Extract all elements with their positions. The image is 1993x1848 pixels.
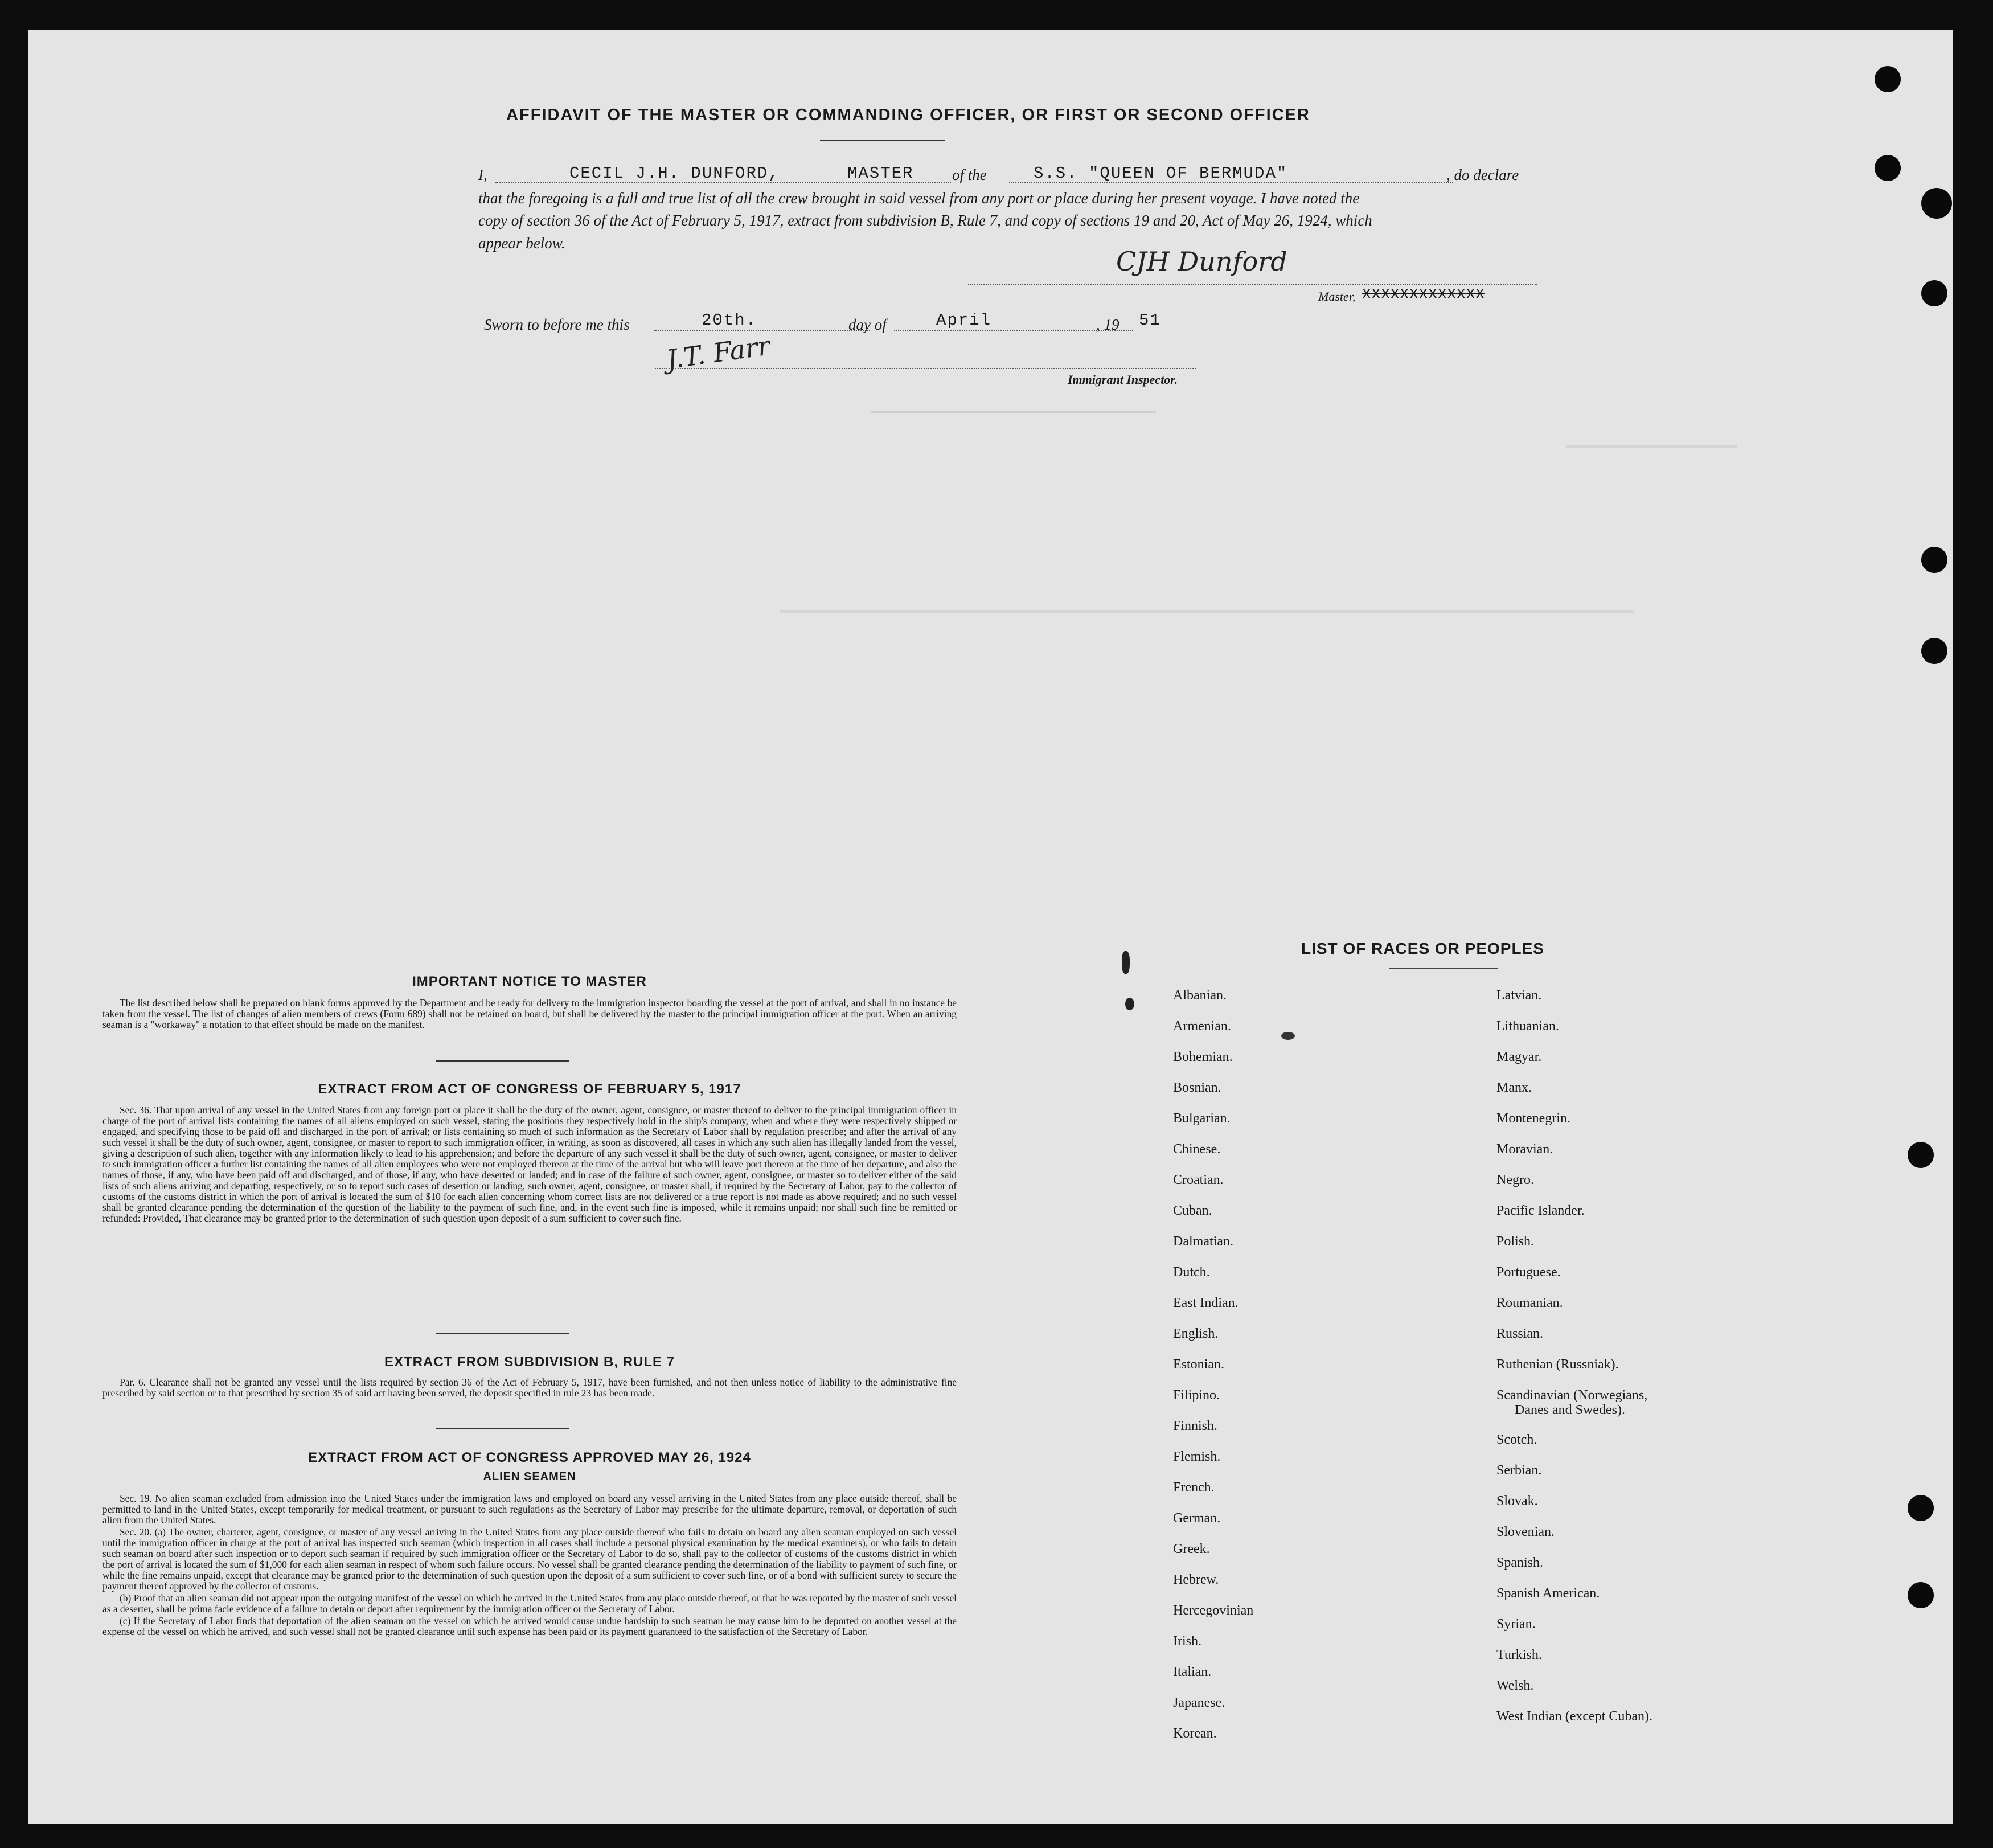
punch-hole [1908, 1495, 1934, 1521]
sworn-month: April [936, 311, 992, 330]
race-item: Syrian. [1496, 1617, 1536, 1632]
race-item: Montenegrin. [1496, 1111, 1570, 1126]
race-item: Lithuanian. [1496, 1019, 1559, 1034]
declaration-line-4: appear below. [478, 235, 565, 252]
race-item: Ruthenian (Russniak). [1496, 1357, 1619, 1372]
race-item-continuation: Danes and Swedes). [1515, 1403, 1625, 1417]
extract1-rule [436, 1333, 569, 1334]
declaration-line-2: that the foregoing is a full and true list of all the crew brought in said vessel from any port or place during her present voyage. I have noted the [478, 190, 1360, 207]
race-item: Scandinavian (Norwegians, [1496, 1388, 1648, 1403]
race-item: Hebrew. [1173, 1572, 1219, 1587]
race-item: Estonian. [1173, 1357, 1224, 1372]
punch-hole [1921, 280, 1947, 306]
extract1-block [102, 1105, 957, 1225]
race-item: Slovenian. [1496, 1525, 1555, 1539]
do-declare: , do declare [1446, 166, 1519, 183]
inspector-signature-line [655, 368, 1196, 369]
vessel-name: S.S. "QUEEN OF BERMUDA" [1034, 164, 1288, 183]
race-item: Greek. [1173, 1542, 1210, 1556]
punch-hole [1921, 188, 1952, 219]
race-item: Spanish American. [1496, 1586, 1600, 1601]
race-item: Korean. [1173, 1726, 1217, 1741]
race-item: Serbian. [1496, 1463, 1542, 1478]
punch-hole [1908, 1582, 1934, 1608]
punch-hole [1921, 547, 1947, 573]
extract3-block [102, 1493, 957, 1638]
sworn-prefix: Sworn to before me this [484, 316, 630, 333]
race-item: Japanese. [1173, 1695, 1225, 1710]
bleed-mark [1566, 445, 1737, 448]
race-item: French. [1173, 1480, 1215, 1495]
document-page [28, 30, 1953, 1824]
punch-hole [1921, 638, 1947, 664]
bleed-mark [871, 411, 1156, 413]
extract3-heading: EXTRACT FROM ACT OF CONGRESS APPROVED MAY 26, 1924 [308, 1450, 751, 1465]
extract3-p1: Sec. 19. No alien seaman excluded from admission into the United States under the immigration laws and employed on board any vessel arriving in the United States from any place outside thereof, shall be permitted to land in the United States, except temporarily for medical treatment, or pursuant to such regulations as the Secretary of Labor may prescribe for the ultimate departure, removal, or deportation of such alien from the United States. [102, 1493, 957, 1526]
race-item: West Indian (except Cuban). [1496, 1709, 1652, 1724]
race-item: Bosnian. [1173, 1080, 1221, 1095]
day-of-label: day of [848, 316, 887, 333]
declaration-i: I, [478, 166, 487, 183]
year-prefix: , 19 [1096, 316, 1119, 333]
ink-blot [1125, 998, 1134, 1010]
extract3-p2: Sec. 20. (a) The owner, charterer, agent, consignee, or master of any vessel arriving in the United States from any place outside thereof who fails to detain on board any alien seaman employed on such vessel until the immigration officer in charge at the port of arrival has inspected such seaman (which inspection in all cases shall include a personal physical examination by the medical examiners), or who fails to detain such seaman on board after such inspection or to deport such seaman if required by such immigration officer or the Secretary of Labor to do so, shall pay to the collector of customs of the customs district in which the port of arrival is located the sum of $1,000 for each alien seaman in respect of whom such failure occurs. No vessel shall be granted clearance pending the determination of the liability to payment of such fine, or while the fine remains unpaid, except that clearance may be granted prior to the determination of such question upon the deposit of a sum sufficient to cover such fine, or of a bond with sufficient surety to secure the payment thereof approved by the collector of customs. [102, 1526, 957, 1592]
master-signature-line [968, 284, 1537, 285]
master-label: Master, [1318, 289, 1356, 304]
race-item: Manx. [1496, 1080, 1532, 1095]
race-item: Hercegovinian [1173, 1603, 1254, 1618]
notice-text: The list described below shall be prepared on blank forms approved by the Department and be ready for delivery to the immigration inspector boarding the vessel at the port of arrival, and shall in no instance be taken from the vessel. The list of changes of alien members of crews (Form 689) shall not be retained on board, but shall be delivered by the master to the principal immigration officer at the port. When an arriving seaman is a "workaway" a notation to that effect should be made on the manifest. [102, 997, 957, 1030]
race-item: Scotch. [1496, 1432, 1537, 1447]
affidavit-title: AFFIDAVIT OF THE MASTER OR COMMANDING OFFICER, OR FIRST OR SECOND OFFICER [506, 106, 1310, 124]
race-item: Chinese. [1173, 1142, 1221, 1157]
race-item: Turkish. [1496, 1648, 1542, 1662]
of-the-label: of the [952, 166, 987, 183]
race-item: German. [1173, 1511, 1221, 1526]
race-item: Negro. [1496, 1173, 1534, 1187]
race-item: Magyar. [1496, 1050, 1542, 1064]
race-item: Bulgarian. [1173, 1111, 1231, 1126]
notice-text-block [102, 998, 957, 1031]
extract3-p4: (c) If the Secretary of Labor finds that deportation of the alien seaman on the vessel on which he arrived would cause undue hardship to such seaman he may cause him to be deported on another vessel at the expense of the vessel on which he arrived, and such vessel shall not be granted clearance until such expense has been paid or its payment guaranteed to the satisfaction of the Secretary of Labor. [102, 1615, 957, 1637]
race-item: Roumanian. [1496, 1296, 1563, 1310]
sworn-day: 20th. [702, 311, 757, 330]
notice-heading: IMPORTANT NOTICE TO MASTER [412, 974, 647, 989]
extract1-heading: EXTRACT FROM ACT OF CONGRESS OF FEBRUARY 5, 1917 [318, 1081, 741, 1097]
extract2-rule [436, 1428, 569, 1429]
race-item: Russian. [1496, 1326, 1544, 1341]
races-heading: LIST OF RACES OR PEOPLES [1301, 940, 1544, 957]
race-item: Dalmatian. [1173, 1234, 1233, 1249]
race-item: Bohemian. [1173, 1050, 1233, 1064]
punch-hole [1875, 155, 1901, 181]
punch-hole [1908, 1142, 1934, 1168]
master-rank: MASTER [847, 164, 914, 183]
race-item: Cuban. [1173, 1203, 1212, 1218]
race-item: Latvian. [1496, 988, 1542, 1003]
master-signature: CJH Dunford [1116, 246, 1287, 277]
extract3-p3: (b) Proof that an alien seaman did not appear upon the outgoing manifest of the vessel on which he arrived in the United States from any place outside thereof, or that he was reported by the master of such vessel as a deserter, shall be prima facie evidence of a failure to detain or deport after requirement by the immigration officer or the Secretary of Labor. [102, 1592, 957, 1615]
ink-blot [1281, 1032, 1295, 1040]
declaration-line-3: copy of section 36 of the Act of February 5, 1917, extract from subdivision B, Rule 7, and copy of sections 19 and 20, Act of May 26, 1924, which [478, 212, 1372, 229]
title-rule [820, 140, 945, 141]
race-item: East Indian. [1173, 1296, 1239, 1310]
extract2-heading: EXTRACT FROM SUBDIVISION B, RULE 7 [384, 1354, 675, 1370]
race-item: Welsh. [1496, 1678, 1534, 1693]
extract2-text: Par. 6. Clearance shall not be granted any vessel until the lists required by section 36 of the Act of February 5, 1917, have been furnished, and not then unless notice of liability to the administrative fine prescribed by said section or to that prescribed by section 35 of said act having been served, the deposit specified in rule 23 has been made. [102, 1376, 957, 1399]
race-item: Armenian. [1173, 1019, 1231, 1034]
race-item: Filipino. [1173, 1388, 1220, 1403]
race-item: Flemish. [1173, 1449, 1221, 1464]
extract1-text: Sec. 36. That upon arrival of any vessel in the United States from any foreign port or place it shall be the duty of the owner, agent, consignee, or master thereof to deliver to the principal immigration officer in charge of the port of arrival lists containing the names of all aliens employed on such vessel, stating the positions they respectively hold in the ship's company, when and where they were respectively shipped or engaged, and specifying those to be paid off and discharged in the port of arrival; or lists containing so much of such information as the Secretary of Labor shall by regulation prescribe; and after the arrival of any such vessel it shall be the duty of such owner, agent, consignee, or master to report to such immigration officer, in writing, as soon as discovered, all cases in which any such alien has illegally landed from the vessel, giving a description of such alien, together with any information likely to lead to his apprehension; and before the departure of any such vessel it shall be the duty of such owner, agent, consignee, or master to deliver to such immigration officer a further list containing the names of all alien employees who were not employed thereon at the time of the arrival but who will leave port thereon at the time of her departure, and also the names of those, if any, who have been paid off and discharged, and of those, if any, who have deserted or landed; and in case of the failure of such owner, agent, consignee, or master so to deliver either of the said lists of such aliens arriving and departing, respectively, or so to report such cases of desertion or landing, such owner, agent, consignee, or master shall, if required by the Secretary of Labor, pay to the collector of customs of the customs district in which the port of arrival is located the sum of $10 for each alien concerning whom correct lists are not delivered or a true report is not made as above required; and no such vessel shall be granted clearance pending the determination of the question of the liability to the payment of such fine, and, in the event such fine is imposed, while it remains unpaid; nor shall such fine be remitted or refunded: Provided, That clearance may be granted prior to the determination of such question upon deposit of a sum sufficient to cover such fine. [102, 1104, 957, 1224]
races-rule [1389, 968, 1498, 969]
master-name: CECIL J.H. DUNFORD, [569, 164, 780, 183]
race-item: English. [1173, 1326, 1219, 1341]
extract2-block [102, 1377, 957, 1400]
race-item: Pacific Islander. [1496, 1203, 1585, 1218]
inspector-label: Immigrant Inspector. [1068, 372, 1178, 387]
race-item: Portuguese. [1496, 1265, 1561, 1280]
race-item: Slovak. [1496, 1494, 1538, 1509]
extract3-subheading: ALIEN SEAMEN [483, 1470, 576, 1483]
race-item: Spanish. [1496, 1555, 1544, 1570]
master-struck-title: XXXXXXXXXXXXX [1362, 286, 1485, 303]
race-item: Finnish. [1173, 1419, 1218, 1433]
race-item: Albanian. [1173, 988, 1227, 1003]
race-item: Moravian. [1496, 1142, 1553, 1157]
race-item: Polish. [1496, 1234, 1535, 1249]
year-suffix: 51 [1139, 311, 1161, 330]
bleed-mark [780, 610, 1634, 613]
notice-rule [436, 1060, 569, 1062]
race-item: Irish. [1173, 1634, 1201, 1649]
race-item: Dutch. [1173, 1265, 1210, 1280]
punch-hole [1875, 66, 1901, 92]
race-item: Croatian. [1173, 1173, 1224, 1187]
inspector-signature: J.T. Farr [665, 330, 772, 375]
ink-blot [1122, 951, 1130, 974]
race-item: Italian. [1173, 1665, 1212, 1679]
